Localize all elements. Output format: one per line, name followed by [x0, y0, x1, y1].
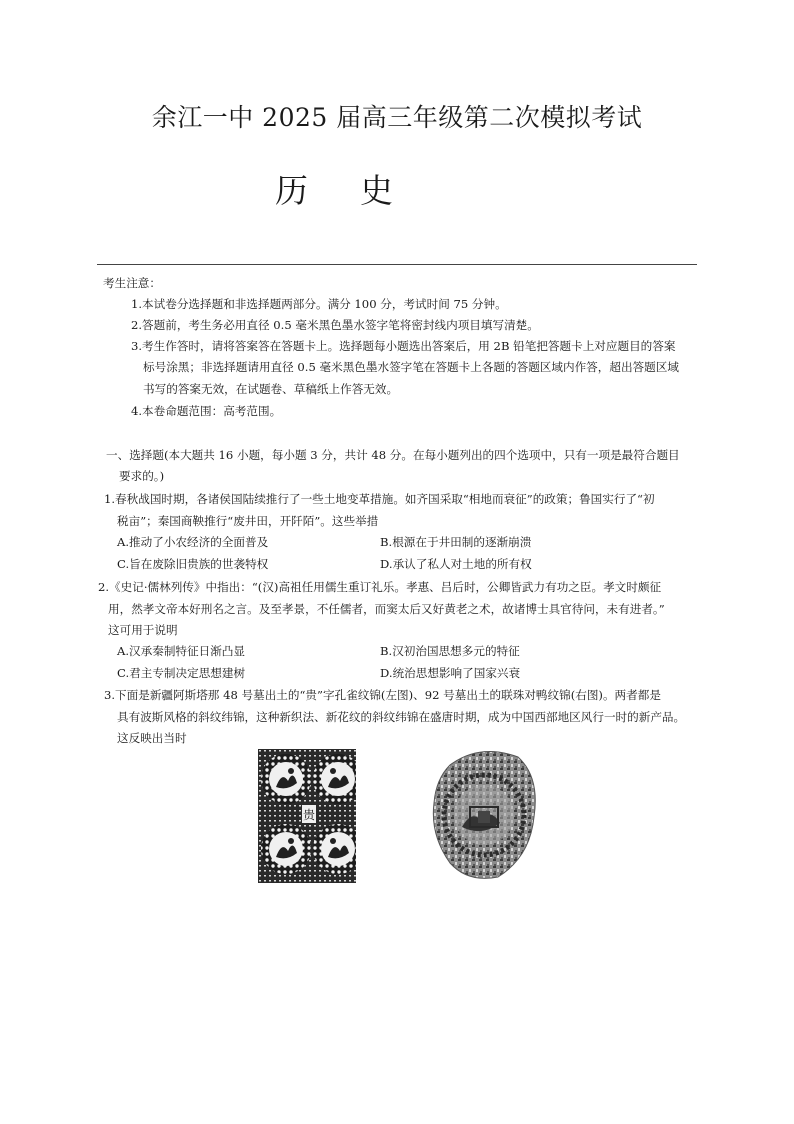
header-divider: [97, 264, 697, 265]
question-2-option-c: C.君主专制决定思想建树: [117, 666, 246, 680]
section-heading: 一、选择题(本大题共 16 小题，每小题 3 分，共计 48 分。在每小题列出的四个选项中，只有一项是最符合题目: [106, 448, 680, 462]
question-3-stem: 3.下面是新疆阿斯塔那 48 号墓出土的“贵”字孔雀纹锦(左图)、92 号墓出土的联珠对鸭纹锦(右图)。两者都是: [104, 688, 661, 702]
question-1-option-b: B.根源在于井田制的逐渐崩溃: [380, 535, 532, 549]
question-2-stem: 2.《史记·儒林列传》中指出：“(汉)高祖任用儒生重订礼乐。孝惠、吕后时，公卿皆武力有功之臣。孝文时颇征: [98, 580, 662, 594]
brocade-character: 贵: [302, 808, 316, 822]
question-2-option-d: D.统治思想影响了国家兴衰: [380, 666, 521, 680]
exam-title: 余江一中 2025 届高三年级第二次模拟考试: [151, 103, 643, 132]
peacock-brocade-image: [258, 749, 356, 883]
question-2-option-b: B.汉初治国思想多元的特征: [380, 644, 520, 658]
notice-item: 书写的答案无效，在试题卷、草稿纸上作答无效。: [143, 382, 399, 396]
subject-title: 历史: [275, 171, 445, 210]
notice-item: 4.本卷命题范围：高考范围。: [131, 404, 282, 418]
question-2-option-a: A.汉承秦制特征日渐凸显: [117, 644, 245, 658]
section-heading-cont: 要求的。): [119, 469, 165, 483]
question-1-stem: 1.春秋战国时期，各诸侯国陆续推行了一些土地变革措施。如齐国采取“相地而衰征”的政策；鲁国实行了“初: [104, 492, 655, 506]
notice-item: 标号涂黑；非选择题请用直径 0.5 毫米黑色墨水签字笔在答题卡上各题的答题区域内作答，超出答题区域: [143, 360, 679, 374]
question-1-option-d: D.承认了私人对土地的所有权: [380, 557, 532, 571]
question-3-stem: 这反映出当时: [117, 731, 187, 745]
question-1-option-c: C.旨在废除旧贵族的世袭特权: [117, 557, 269, 571]
question-2-stem: 这可用于说明: [108, 623, 178, 637]
question-3-stem: 具有波斯风格的斜纹纬锦，这种新织法、新花纹的斜纹纬锦在盛唐时期，成为中国西部地区风行一时的新产品。: [117, 710, 686, 724]
question-1-stem: 税亩”；秦国商鞅推行“废井田，开阡陌”。这些举措: [117, 514, 379, 528]
notice-heading: 考生注意：: [103, 276, 161, 290]
notice-item: 1.本试卷分选择题和非选择题两部分。满分 100 分，考试时间 75 分钟。: [131, 297, 507, 311]
notice-item: 2.答题前，考生务必用直径 0.5 毫米黑色墨水签字笔将密封线内项目填写清楚。: [131, 318, 539, 332]
notice-item: 3.考生作答时，请将答案答在答题卡上。选择题每小题选出答案后，用 2B 铅笔把答题卡上对应题目的答案: [131, 339, 676, 353]
question-1-option-a: A.推动了小农经济的全面普及: [117, 535, 269, 549]
question-2-stem: 用，然孝文帝本好刑名之言。及至孝景，不任儒者，而窦太后又好黄老之术，故诸博士具官待问，未有进者。”: [108, 602, 665, 616]
duck-brocade-image: [430, 747, 538, 882]
